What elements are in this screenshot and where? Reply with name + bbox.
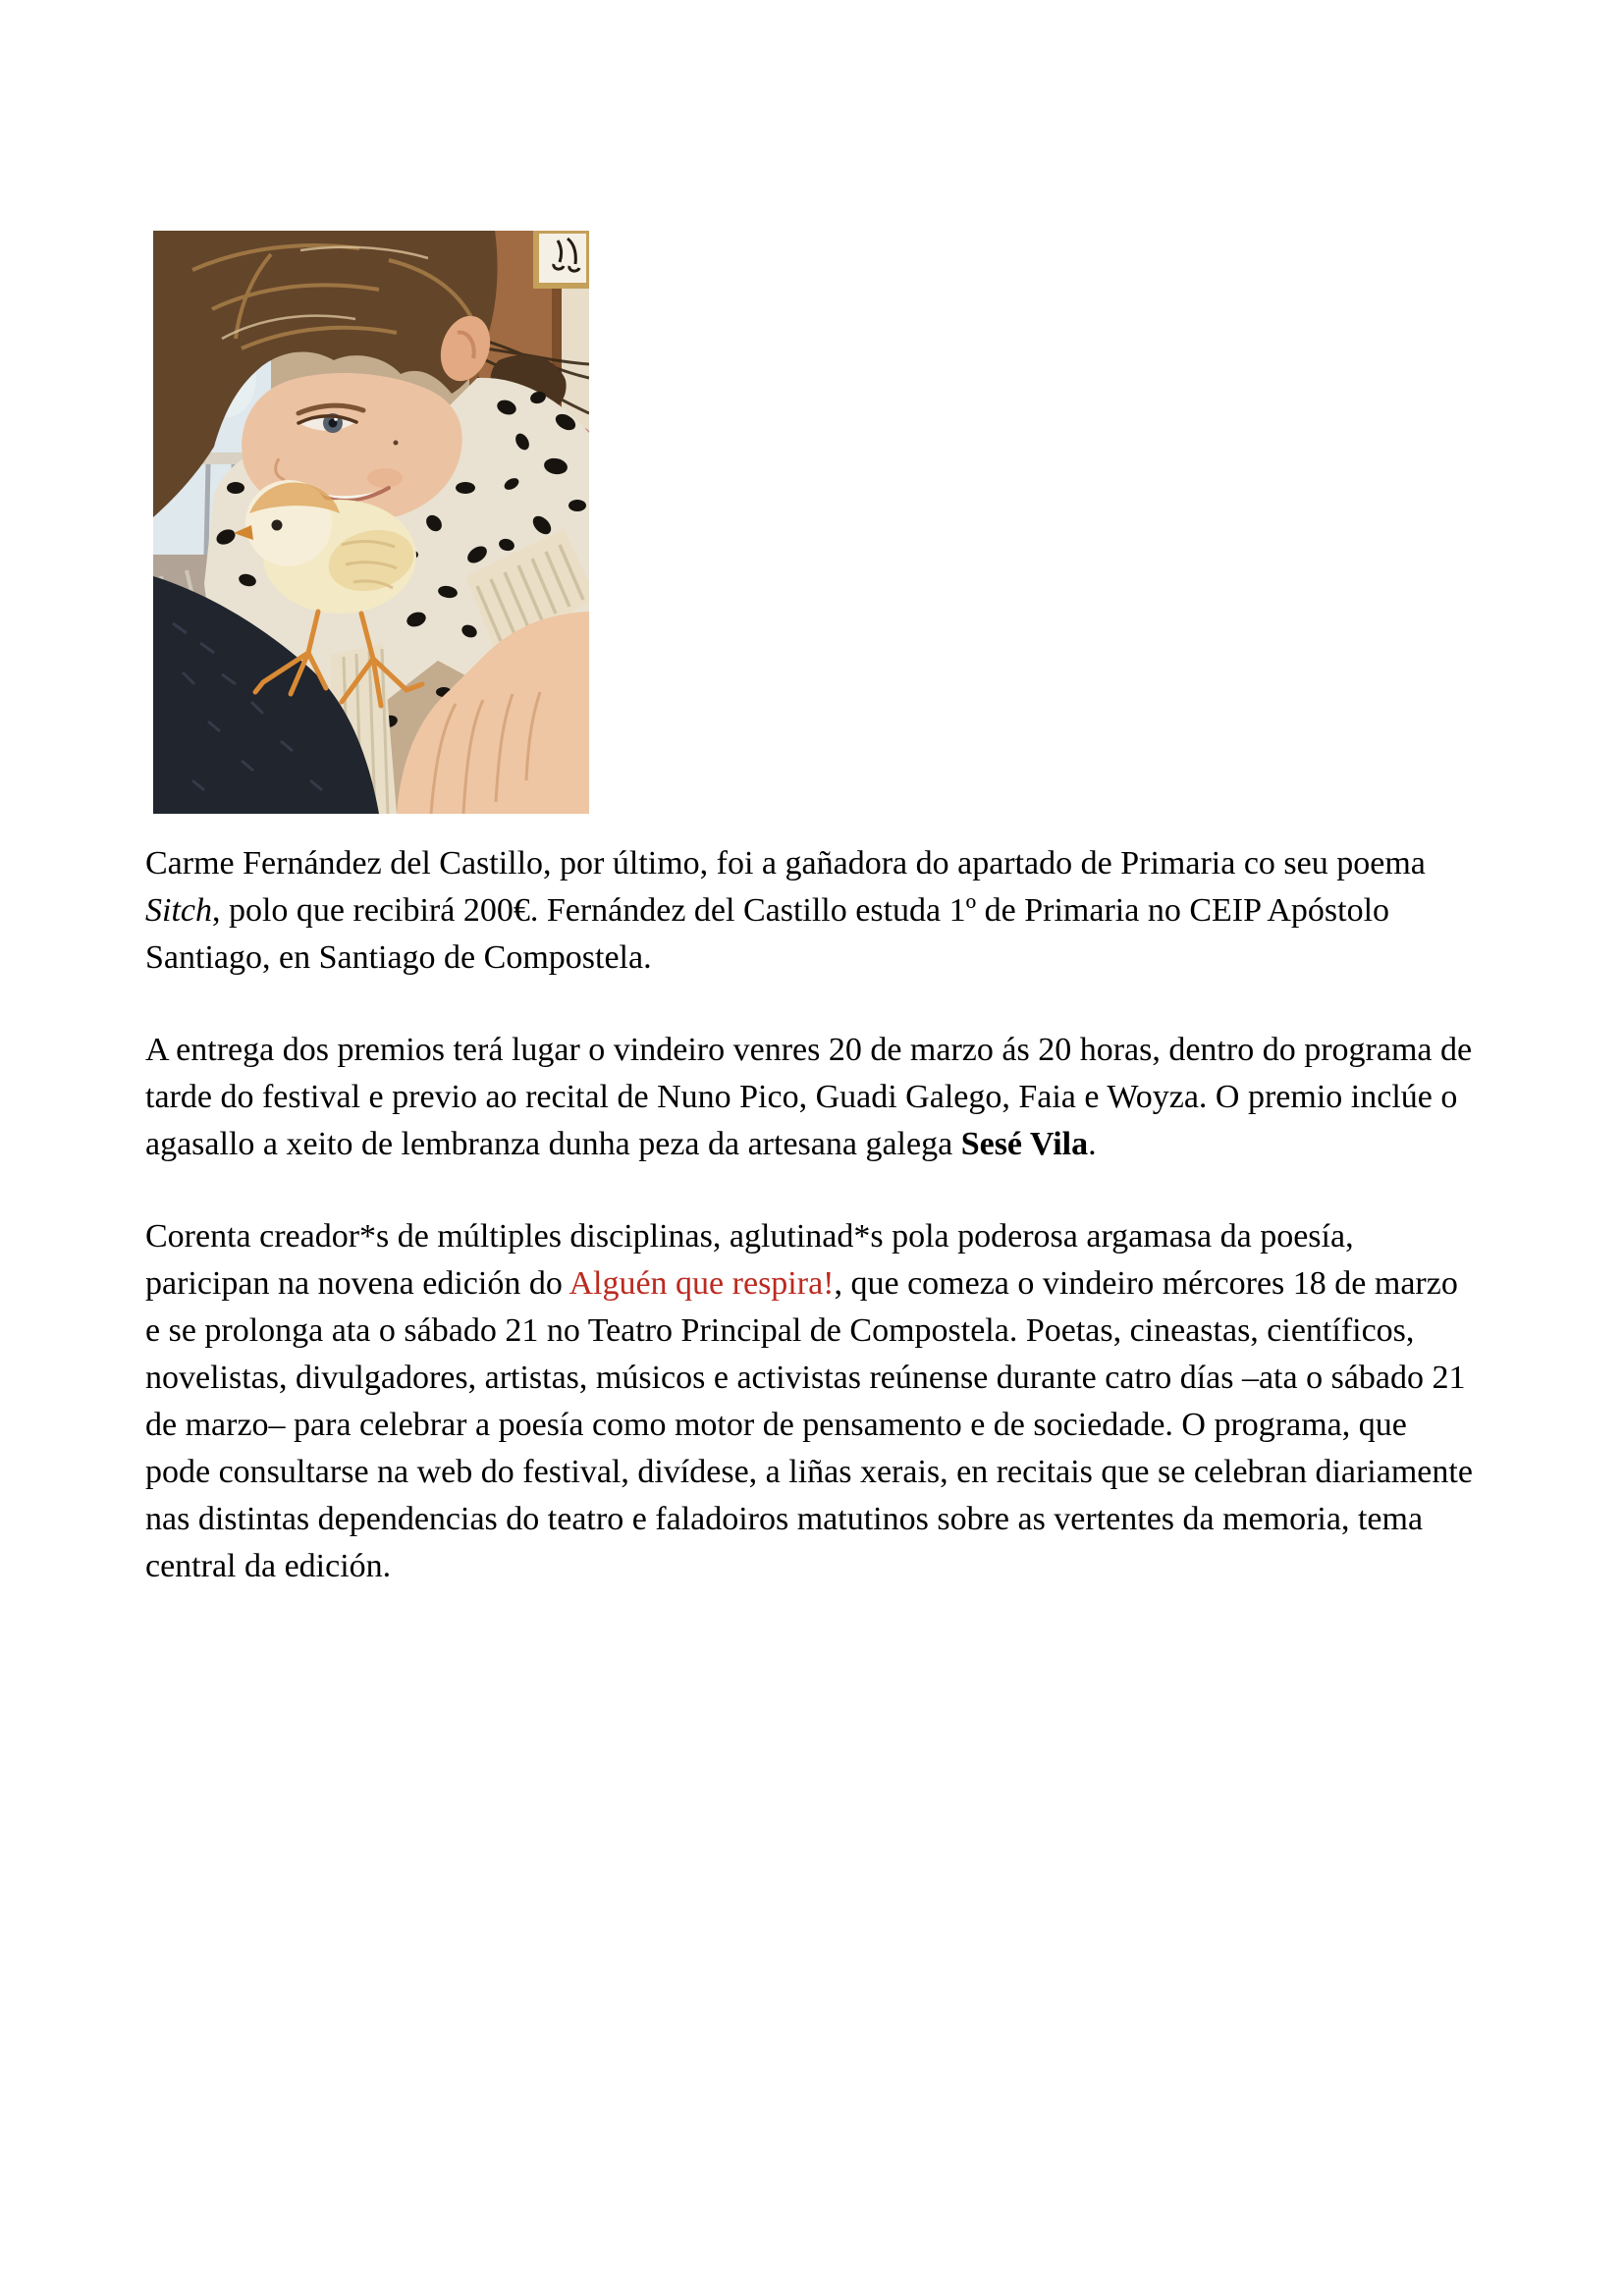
picture-frame <box>536 231 589 286</box>
festival-link[interactable]: Alguén que respira! <box>568 1265 835 1302</box>
paragraph <box>145 840 1473 982</box>
girl-with-chick-illustration <box>153 231 589 814</box>
article-body <box>145 840 1473 1635</box>
paragraph <box>145 1213 1473 1590</box>
text-run: . <box>1088 1126 1097 1162</box>
text-run: Sitch <box>145 892 212 929</box>
text-run: Corenta creador*s de múltiples disciplinas, aglutinad*s pola poderosa argamasa da poesía, paricipan na novena edición do <box>145 1218 1354 1302</box>
text-run: , que comeza o vindeiro mércores 18 de marzo e se prolonga ata o sábado 21 no Teatro Principal de Compostela. Poetas, cineastas, científicos, novelistas, divulgadores, artistas, músicos e activistas reúnense durante catro días –ata o sábado 21 de marzo– para celebrar a poesía como motor de pensamento e de sociedade. O programa, que pode consultarse na web do festival, divídese, a liñas xerais, en recitais que se celebran diariamente nas distintas dependencias do teatro e faladoiros matutinos sobre as vertentes da memoria, tema central da edición. <box>145 1265 1473 1584</box>
text-run: , polo que recibirá 200€. Fernández del Castillo estuda 1º de Primaria no CEIP Apóstolo Santiago, en Santiago de Compostela. <box>145 892 1390 976</box>
text-run: Carme Fernández del Castillo, por último, foi a gañadora do apartado de Primaria co seu poema <box>145 845 1426 881</box>
text-run: A entrega dos premios terá lugar o vindeiro venres 20 de marzo ás 20 horas, dentro do programa de tarde do festival e previo ao recital de Nuno Pico, Guadi Galego, Faia e Woyza. O premio inclúe o agasallo a xeito de lembranza dunha peza da artesana galega <box>145 1032 1473 1162</box>
text-run: Sesé Vila <box>960 1126 1089 1162</box>
article-photo <box>153 231 589 814</box>
paragraph <box>145 1027 1473 1168</box>
